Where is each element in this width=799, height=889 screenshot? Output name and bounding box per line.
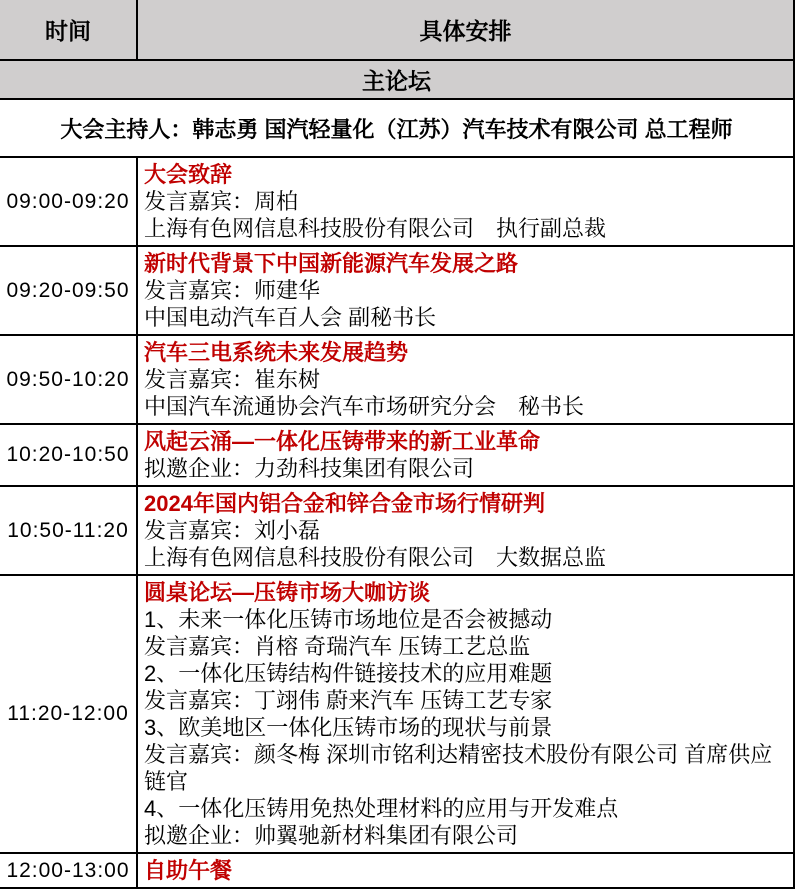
session-line: 3、欧美地区一体化压铸市场的现状与前景	[144, 715, 553, 740]
section-row	[0, 60, 794, 99]
session-details	[137, 246, 794, 335]
time-range: 10:50-11:20	[0, 486, 137, 575]
session-line: 发言嘉宾：肖榕 奇瑞汽车 压铸工艺总监	[144, 634, 531, 659]
session-line: 1、未来一体化压铸市场地位是否会被撼动	[144, 607, 553, 632]
session-title: 汽车三电系统未来发展趋势	[144, 340, 409, 365]
agenda-row	[0, 157, 794, 246]
session-details	[137, 575, 794, 853]
session-details	[137, 424, 794, 486]
session-line: 上海有色网信息科技股份有限公司 执行副总裁	[144, 216, 607, 241]
session-line: 上海有色网信息科技股份有限公司 大数据总监	[144, 545, 607, 570]
session-title: 风起云涌—一体化压铸带来的新工业革命	[144, 429, 541, 454]
time-range: 09:20-09:50	[0, 246, 137, 335]
session-line: 发言嘉宾：周柏	[144, 189, 299, 214]
table-header-row	[0, 0, 794, 60]
time-range: 11:20-12:00	[0, 575, 137, 853]
session-line: 发言嘉宾：丁翊伟 蔚来汽车 压铸工艺专家	[144, 688, 553, 713]
agenda-row	[0, 335, 794, 424]
session-details	[137, 157, 794, 246]
session-line: 发言嘉宾：颜冬梅 深圳市铭利达精密技术股份有限公司 首席供应链官	[144, 742, 773, 794]
agenda-row	[0, 246, 794, 335]
moderator-row	[0, 99, 794, 157]
agenda-row	[0, 424, 794, 486]
column-header-detail: 具体安排	[137, 0, 794, 60]
session-title: 新时代背景下中国新能源汽车发展之路	[144, 251, 519, 276]
session-line: 发言嘉宾：师建华	[144, 278, 321, 303]
session-details	[137, 486, 794, 575]
agenda-row	[0, 853, 794, 888]
session-line: 中国汽车流通协会汽车市场研究分会 秘书长	[144, 394, 585, 419]
session-title: 大会致辞	[144, 162, 233, 187]
time-range: 09:00-09:20	[0, 157, 137, 246]
session-line: 发言嘉宾：刘小磊	[144, 518, 321, 543]
column-header-time: 时间	[0, 0, 137, 60]
session-line: 发言嘉宾：崔东树	[144, 367, 321, 392]
session-line: 4、一体化压铸用免热处理材料的应用与开发难点	[144, 796, 619, 821]
moderator-line: 大会主持人：韩志勇 国汽轻量化（江苏）汽车技术有限公司 总工程师	[0, 99, 794, 157]
time-range: 09:50-10:20	[0, 335, 137, 424]
agenda-row	[0, 486, 794, 575]
session-line: 中国电动汽车百人会 副秘书长	[144, 305, 437, 330]
session-line: 2、一体化压铸结构件链接技术的应用难题	[144, 661, 553, 686]
session-details	[137, 853, 794, 888]
session-details	[137, 335, 794, 424]
session-line: 拟邀企业：力劲科技集团有限公司	[144, 456, 475, 481]
section-title: 主论坛	[0, 60, 794, 99]
session-line: 拟邀企业：帅翼驰新材料集团有限公司	[144, 823, 519, 848]
time-range: 12:00-13:00	[0, 853, 137, 888]
session-title: 自助午餐	[144, 858, 233, 883]
session-title: 圆桌论坛—压铸市场大咖访谈	[144, 580, 431, 605]
agenda-row	[0, 575, 794, 853]
session-title: 2024年国内铝合金和锌合金市场行情研判	[144, 491, 545, 516]
time-range: 10:20-10:50	[0, 424, 137, 486]
